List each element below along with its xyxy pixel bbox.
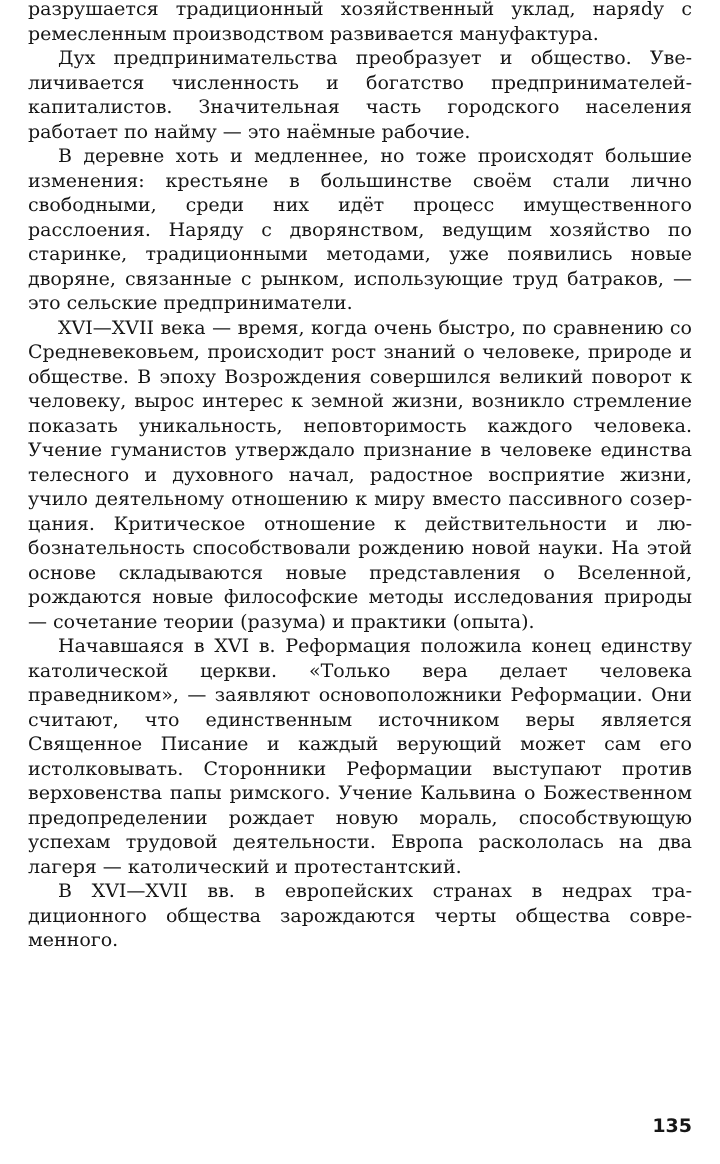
paragraph-2: Дух предпринимательства преобразует и общество. Увеличивается численность и богатство предпринимателей-капиталистов. Значительная часть городского населения работает по найму — это наёмные рабочие.	[28, 47, 692, 143]
paragraph-4: XVI—XVII века — время, когда очень быстро, по сравнению со Средневековьем, происходит рост знаний о человеке, природе и обществе. В эпоху Возрождения совершился великий поворот к человеку, вырос интерес к земной жизни, возникло стремление показать уникальность, неповторимость каждого человека. Учение гуманистов утверждало признание в человеке единства телесного и духовного начал, радостное восприятие жизни, учило деятельному отношению к миру вместо пассивного созерцания. Критическое отношение к действительности и любознательность способствовали рождению новой науки. На этой основе складываются новые представления о Вселенной, рождаются новые философские методы исследования природы — сочетание теории (разума) и практики (опыта).	[28, 316, 692, 633]
textbook-page	[28, 0, 692, 1164]
paragraph-1: разрушается традиционный хозяйственный уклад, наряdу с ремесленным производством развивается мануфактура.	[28, 0, 692, 45]
paragraph-3: В деревне хоть и медленнее, но тоже происходят большие изменения: крестьяне в большинстве своём стали лично свободными, среди них идёт процесс имущественного расслоения. Наряду с дворянством, ведущим хозяйство по старинке, традиционными методами, уже появились новые дворяне, связанные с рынком, использующие труд батраков, — это сельские предприниматели.	[28, 145, 692, 314]
page-number: 135	[652, 1115, 692, 1137]
paragraph-5: Начавшаяся в XVI в. Реформация положила конец единству католической церкви. «Только вера делает человека праведником», — заявляют основоположники Реформации. Они считают, что единственным источником веры является Священное Писание и каждый верующий может сам его истолковывать. Сторонники Реформации выступают против верховенства папы римского. Учение Кальвина о Божественном предопределении рождает новую мораль, способствующую успехам трудовой деятельности. Европа раскололась на два лагеря — католический и протестантский.	[28, 635, 692, 878]
paragraph-6: В XVI—XVII вв. в европейских странах в недрах традиционного общества зарождаются черты общества современного.	[28, 880, 692, 951]
body-text	[28, 0, 692, 953]
